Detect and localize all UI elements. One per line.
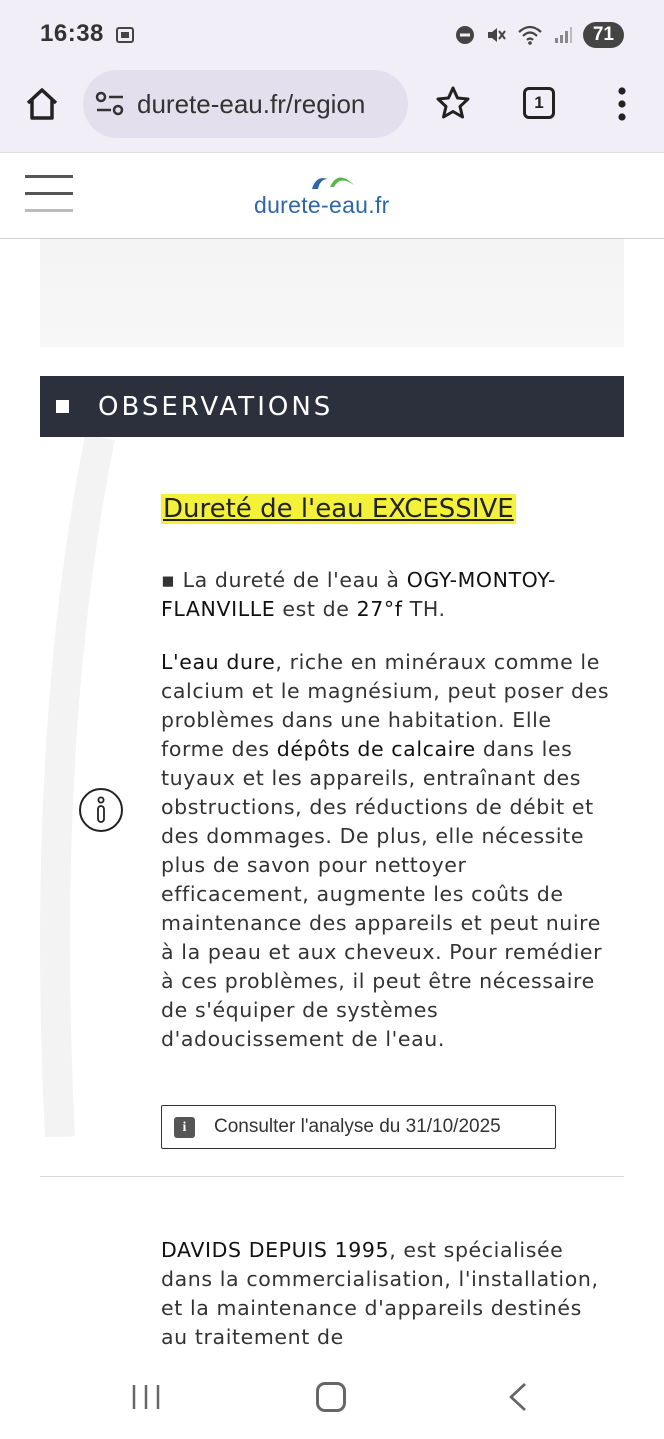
info-badge-icon: i [174, 1117, 195, 1138]
url-bar[interactable] [83, 70, 408, 138]
section-square-icon [56, 400, 69, 413]
view-analysis-button[interactable] [161, 1105, 556, 1149]
site-settings-icon[interactable] [95, 90, 125, 118]
status-bar [0, 0, 664, 70]
back-icon[interactable] [505, 1382, 531, 1412]
bullet: ▪ [161, 568, 176, 592]
signal-icon [553, 25, 573, 45]
section-header-observations [40, 376, 624, 437]
dnd-icon [455, 25, 475, 45]
logo-text: durete-eau.fr [254, 192, 390, 218]
screenshot-icon [114, 24, 136, 46]
hardness-prefix: La dureté de l'eau à [175, 568, 407, 592]
view-analysis-label: Consulter l'analyse du 31/10/2025 [214, 1116, 501, 1137]
recent-apps-icon[interactable] [130, 1383, 162, 1411]
hardness-statement [161, 566, 611, 624]
hardness-value: 27°f [356, 597, 403, 621]
hardness-middle: est de [275, 597, 357, 621]
description-part2: dans les tuyaux et les appareils, entraînant des obstructions, des réductions de débit et des dommages. De plus, elle nécessite plus de savon pour nettoyer efficacement, augmente les coûts de maintenance des appareils et peut nuire à la peau et aux cheveux. Pour remédier à ces problèmes, il peut être nécessaire de s'équiper de systèmes d'adoucissement de l'eau. [161, 737, 603, 1051]
wifi-icon [517, 24, 543, 46]
status-icons [455, 20, 624, 50]
hamburger-line [25, 175, 73, 178]
section-divider [40, 1176, 624, 1177]
description-part1: , riche en minéraux comme le calcium et le magnésium, peut poser des problèmes dans une habitation. Elle forme des [161, 650, 610, 761]
system-nav-bar [0, 1355, 664, 1439]
hardness-suffix: TH. [402, 597, 446, 621]
site-header [0, 152, 664, 239]
hamburger-menu-icon[interactable] [25, 175, 73, 215]
browser-toolbar [0, 70, 664, 152]
more-vert-icon[interactable] [612, 84, 632, 124]
mute-icon [485, 24, 507, 46]
section-title: OBSERVATIONS [98, 392, 334, 422]
company-name: DAVIDS DEPUIS 1995 [161, 1238, 390, 1262]
term-limescale: dépôts de calcaire [276, 737, 476, 761]
info-icon [78, 787, 124, 833]
star-icon[interactable] [434, 84, 472, 122]
url-text: durete-eau.fr/region [137, 88, 366, 119]
hard-water-description [161, 648, 611, 1054]
tabs-icon[interactable]: 1 [523, 87, 555, 119]
company-description [161, 1236, 611, 1352]
home-icon[interactable] [22, 84, 62, 124]
home-nav-icon[interactable] [316, 1382, 346, 1412]
site-logo[interactable] [254, 171, 414, 221]
city-name: OGY-MONTOY-FLANVILLE [161, 568, 556, 621]
term-hard-water: L'eau dure [161, 650, 276, 674]
status-time: 16:38 [40, 20, 104, 47]
logo-drops-icon [310, 171, 356, 191]
battery-icon: 71 [583, 22, 624, 48]
hamburger-line [25, 209, 73, 212]
decorative-band [40, 239, 624, 347]
hardness-headline: Dureté de l'eau EXCESSIVE [163, 494, 514, 524]
company-text: , est spécialisée dans la commercialisation, l'installation, et la maintenance d'appareils destinés au traitement de [161, 1238, 599, 1349]
hamburger-line [25, 192, 73, 195]
